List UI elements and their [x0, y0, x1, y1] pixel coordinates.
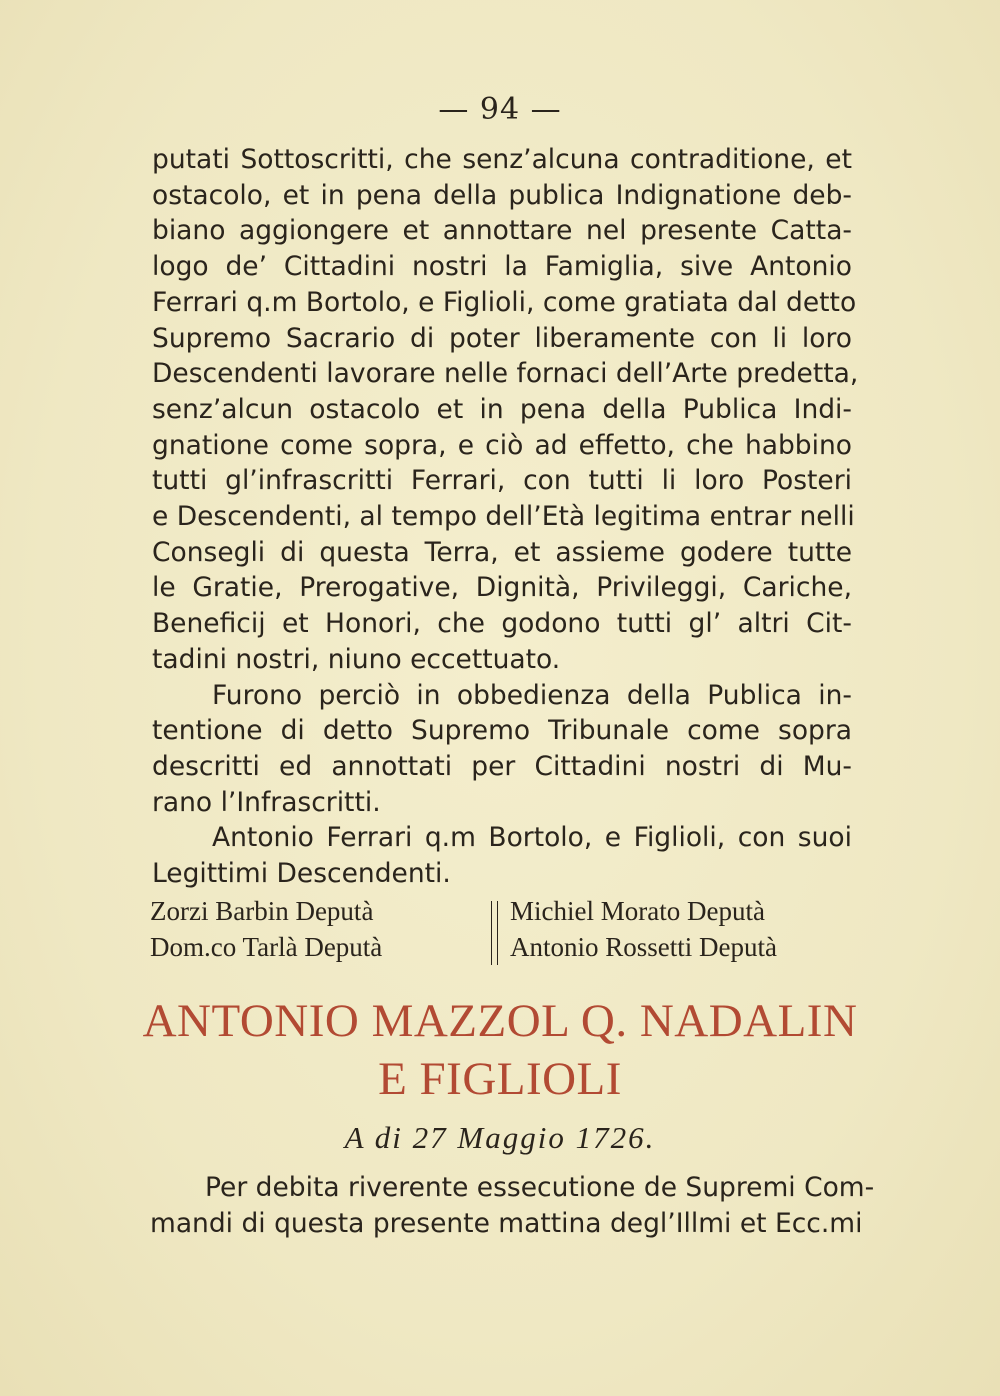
text-line: descritti ed annottati per Cittadini nostri di Mu- [152, 750, 852, 782]
page-number: — 94 — [438, 92, 562, 127]
text-line: putati Sottoscritti, che senz’alcuna contraditione, et [152, 144, 852, 175]
section-title-line: E FIGLIOLI [378, 1053, 622, 1105]
text-line: Consegli di questa Terra, et assieme godere tutte [152, 536, 852, 568]
text-line: Furono perciò in obbedienza della Publica in- [212, 679, 852, 711]
text-line: tentione di detto Supremo Tribunale come sopra [152, 715, 852, 747]
text-line: Antonio Ferrari q.m Bortolo, e Figlioli, con suoi [212, 822, 852, 854]
text-line: tutti gl’infrascritti Ferrari, con tutti li loro Posteri [152, 465, 852, 497]
text-line: rano l’Infrascritti. [152, 786, 381, 818]
text-line: biano aggiongere et annottare nel presente Catta- [152, 215, 852, 247]
double-rule-divider [491, 901, 498, 965]
text-line: e Descendenti, al tempo dell’Età legitima entrar nelli [152, 501, 855, 533]
text-line: Descendenti lavorare nelle fornaci dell’Arte predetta, [152, 358, 859, 390]
closing-paragraph [150, 1170, 875, 1242]
text-line: tadini nostri, niuno eccettuato. [152, 643, 561, 675]
body-paragraphs [152, 142, 859, 892]
signature-line: Antonio Rossetti Deputà [510, 932, 777, 962]
signature-column-left [150, 893, 382, 965]
text-line: le Gratie, Prerogative, Dignità, Privileggi, Cariche, [152, 572, 852, 604]
signature-line: Dom.co Tarlà Deputà [150, 932, 383, 962]
text-line: mandi di questa presente mattina degl’Illmi et Ecc.mi [150, 1208, 863, 1239]
text-line: ostacolo, et in pena della publica Indignatione deb- [152, 179, 852, 211]
text-line: Beneficij et Honori, che godono tutti gl’ altri Cit- [152, 608, 852, 640]
signature-line: Zorzi Barbin Deputà [150, 896, 374, 926]
section-title [0, 992, 1000, 1108]
text-line: gnatione come sopra, e ciò ad effetto, che habbino [152, 429, 852, 461]
signature-line: Michiel Morato Deputà [510, 896, 765, 926]
text-line: Per debita riverente essecutione de Supremi Com- [205, 1172, 875, 1203]
text-line: Legittimi Descendenti. [152, 858, 451, 890]
date-heading: A di 27 Maggio 1726. [344, 1120, 656, 1155]
text-line: logo de’ Cittadini nostri la Famiglia, sive Antonio [152, 251, 852, 283]
text-line: Supremo Sacrario di poter liberamente con li loro [152, 322, 852, 354]
text-line: Ferrari q.m Bortolo, e Figlioli, come gratiata dal detto [152, 286, 857, 318]
signature-block [150, 893, 850, 973]
signature-column-right [510, 893, 777, 965]
text-line: senz’alcun ostacolo et in pena della Publica Indi- [152, 393, 852, 425]
section-title-line: ANTONIO MAZZOL Q. NADALIN [142, 995, 858, 1047]
